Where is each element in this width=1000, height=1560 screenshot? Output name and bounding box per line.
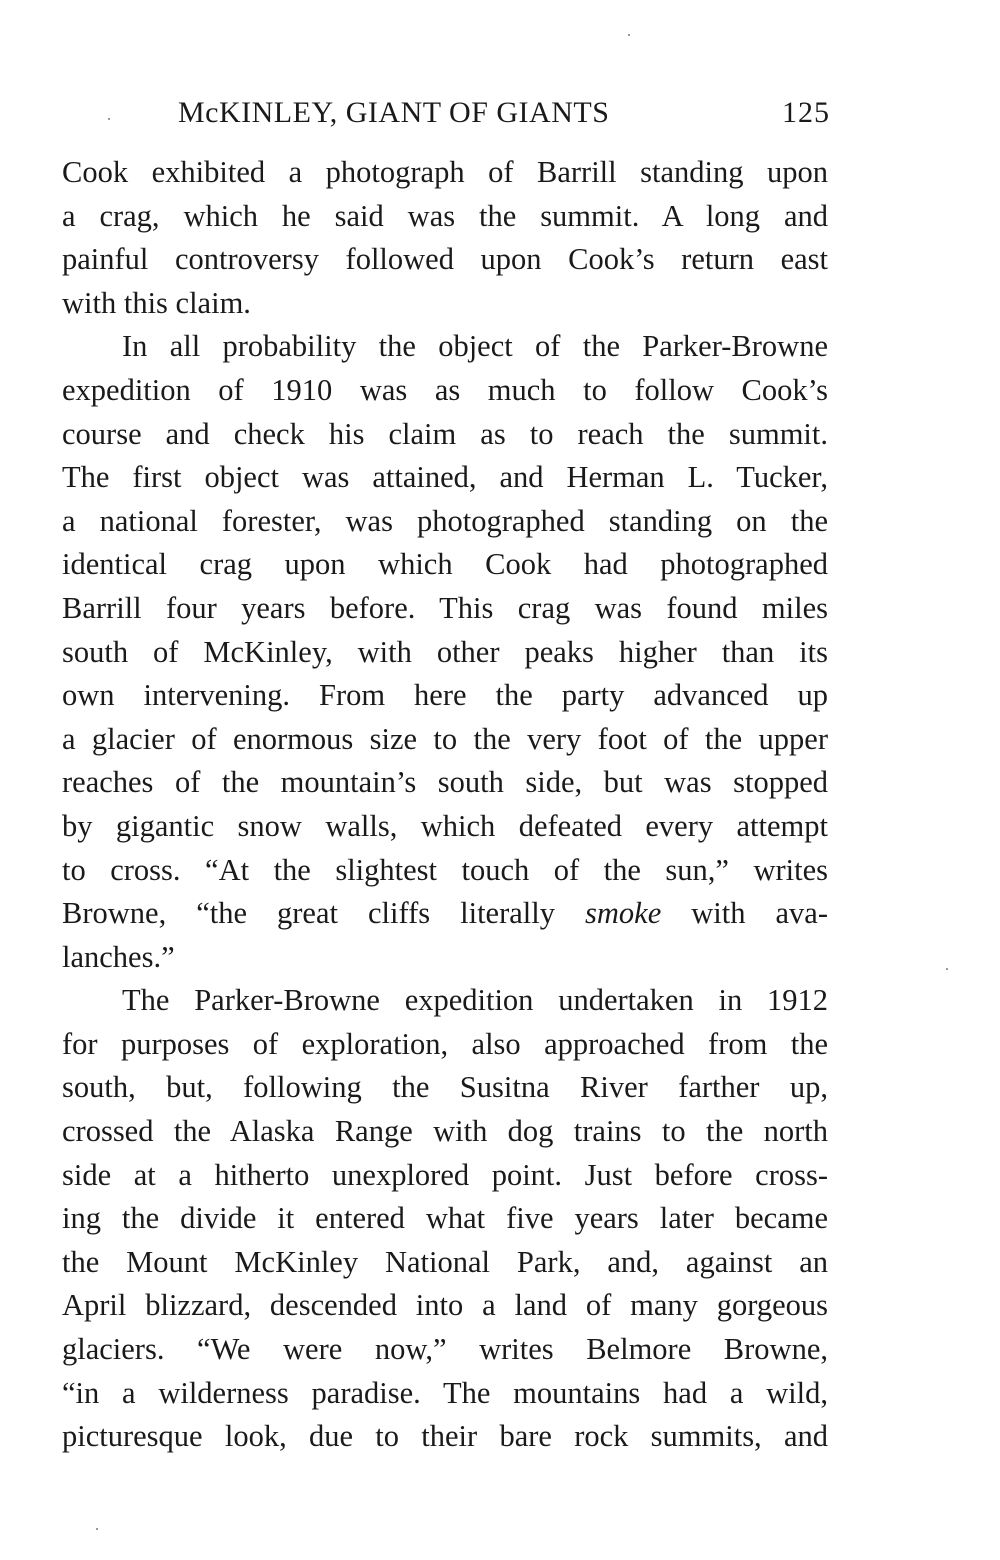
paragraph-2 [62, 325, 828, 979]
text-line-mixed [62, 892, 828, 936]
text-line: crossed the Alaska Range with dog trains to the north [62, 1114, 828, 1149]
running-head [62, 96, 830, 140]
scan-speck [108, 118, 110, 120]
text-line: The Parker-Browne expedition undertaken in 1912 [122, 983, 828, 1018]
page-number: 125 [782, 96, 830, 129]
text-line: picturesque look, due to their bare rock summits, and [62, 1419, 828, 1454]
body-text [62, 151, 828, 1459]
paragraph-1 [62, 151, 828, 325]
text-line: course and check his claim as to reach the summit. [62, 416, 828, 451]
scan-speck [628, 34, 630, 36]
text-line: for purposes of exploration, also approached from the [62, 1026, 828, 1061]
scan-speck [946, 968, 948, 970]
text-line: painful controversy followed upon Cook’s return east [62, 242, 828, 277]
text-line: ing the divide it entered what five years later became [62, 1201, 828, 1236]
text-line: Barrill four years before. This crag was found miles [62, 590, 828, 625]
text-line: April blizzard, descended into a land of many gorgeous [62, 1288, 828, 1323]
text-line: The first object was attained, and Herman L. Tucker, [62, 460, 828, 495]
text-line: the Mount McKinley National Park, and, against an [62, 1244, 828, 1279]
text-line: a glacier of enormous size to the very foot of the upper [62, 721, 828, 756]
text-segment: with ava- [691, 896, 829, 931]
italic-word: smoke [585, 896, 662, 931]
text-line: reaches of the mountain’s south side, but was stopped [62, 765, 828, 800]
chapter-title: McKINLEY, GIANT OF GIANTS [178, 96, 610, 129]
text-line: identical crag upon which Cook had photographed [62, 547, 828, 582]
text-line: a crag, which he said was the summit. A long and [62, 198, 828, 233]
text-line: side at a hitherto unexplored point. Just before cross- [62, 1157, 828, 1192]
text-line: by gigantic snow walls, which defeated every attempt [62, 808, 828, 843]
text-line: “in a wilderness paradise. The mountains had a wild, [62, 1375, 828, 1410]
text-line: to cross. “At the slightest touch of the sun,” writes [62, 852, 828, 887]
text-line: Cook exhibited a photograph of Barrill standing upon [62, 155, 828, 189]
text-line: expedition of 1910 was as much to follow Cook’s [62, 372, 828, 407]
text-line: own intervening. From here the party advanced up [62, 678, 828, 713]
text-line: lanches.” [62, 939, 175, 974]
text-line: with this claim. [62, 285, 251, 320]
text-line: south, but, following the Susitna River farther up, [62, 1070, 828, 1105]
text-line: a national forester, was photographed standing on the [62, 503, 828, 538]
text-line: south of McKinley, with other peaks higher than its [62, 634, 828, 669]
scan-speck [96, 1528, 98, 1530]
text-segment: Browne, “the great cliffs literally [62, 896, 555, 931]
text-line: In all probability the object of the Parker-Browne [122, 329, 828, 364]
text-line: glaciers. “We were now,” writes Belmore Browne, [62, 1332, 828, 1367]
paragraph-3 [62, 979, 828, 1459]
